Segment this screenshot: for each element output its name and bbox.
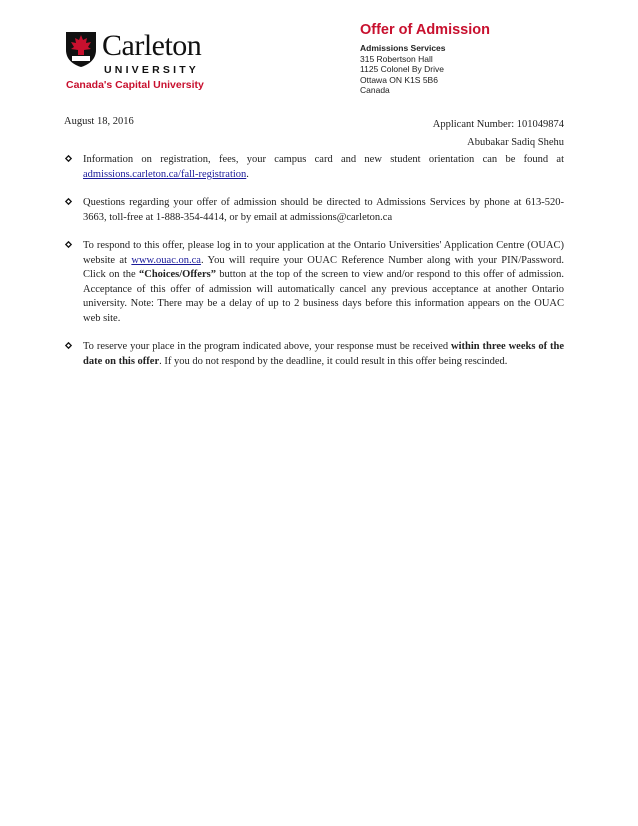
- applicant-number: Applicant Number: 101049874: [432, 119, 564, 130]
- bullet-text: .: [246, 168, 249, 180]
- choices-offers-label: “Choices/Offers”: [138, 269, 216, 280]
- diamond-bullet-icon: [64, 341, 73, 350]
- list-item: [64, 196, 564, 225]
- address-line: Admissions Services: [360, 43, 446, 53]
- deadline-text: within three weeks of the date on this offer: [83, 341, 564, 367]
- bullet-text: button at the top of the screen to view and/or respond to this offer of admission. Acceptance of this offer of admission will automatically cancel any previous acceptance at another Ontario university. Note: There may be a delay of up to 2 business days before this information appears on the OUAC web site.: [83, 269, 564, 324]
- list-item: [64, 239, 564, 326]
- applicant-info: [433, 116, 564, 152]
- diamond-bullet-icon: [64, 240, 73, 249]
- bullet-text: Information on registration, fees, your campus card and new student orientation can be found at: [83, 154, 564, 165]
- letter-date: August 18, 2016: [64, 116, 134, 127]
- list-item: [64, 340, 564, 369]
- bullet-text: To respond to this offer, please log in to your application at the Ontario Universities' Application Centre (OUAC) website at: [83, 240, 564, 266]
- bullet-text: To reserve your place in the program indicated above, your response must be received: [83, 341, 452, 352]
- logo-university: UNIVERSITY: [104, 64, 200, 76]
- bullet-text: Questions regarding your offer of admission should be directed to Admissions Services by phone at 613-520-3663, toll-free at 1-888-354-4414, or by email at admissions@carleton.ca: [83, 197, 564, 223]
- diamond-bullet-icon: [64, 197, 73, 206]
- address-line: 315 Robertson Hall: [360, 53, 433, 64]
- ouac-link[interactable]: www.ouac.on.ca: [131, 254, 201, 266]
- carleton-logo: [64, 30, 224, 92]
- registration-link[interactable]: admissions.carleton.ca/fall-registration: [83, 168, 247, 180]
- logo-tagline: Canada's Capital University: [66, 79, 204, 91]
- offer-title: Offer of Admission: [360, 22, 490, 38]
- shield-icon: [64, 30, 98, 68]
- offer-header: [360, 22, 620, 96]
- logo-name: Carleton: [102, 29, 202, 62]
- bullet-text: . You will require your OUAC Reference Number along with your PIN/Password. Click on the: [83, 254, 565, 280]
- address-line: Ottawa ON K1S 5B6: [360, 74, 438, 85]
- bullet-list: [64, 153, 564, 383]
- list-item: [64, 153, 564, 182]
- address-line: Canada: [360, 85, 390, 95]
- address-line: 1125 Colonel By Drive: [360, 64, 444, 74]
- applicant-name: Abubakar Sadiq Shehu: [467, 137, 564, 148]
- bullet-text: . If you do not respond by the deadline, it could result in this offer being rescinded.: [159, 355, 508, 367]
- diamond-bullet-icon: [64, 154, 73, 163]
